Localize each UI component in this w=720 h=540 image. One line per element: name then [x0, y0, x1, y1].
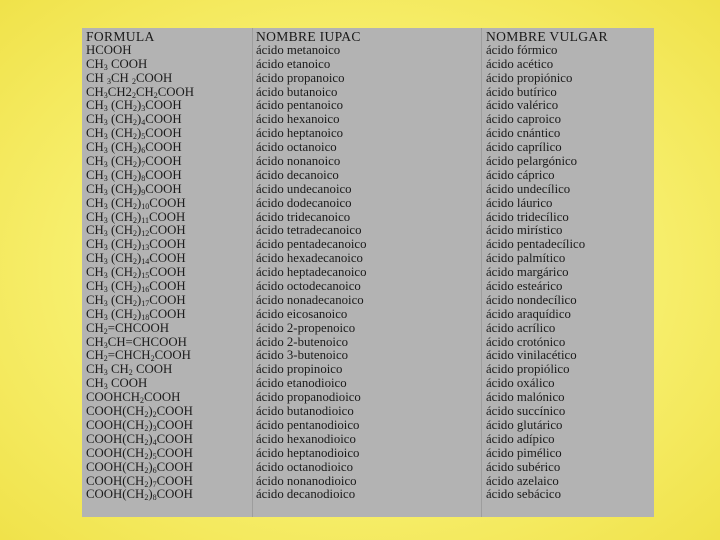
common-name-cell: ácido pentadecílico: [486, 237, 586, 252]
formula-cell: $CH_3$ $(CH_2)_{15}COOH$: [86, 265, 186, 281]
table-row: [82, 280, 654, 294]
iupac-name-cell: ácido propinoico: [256, 362, 343, 377]
common-name-cell: ácido succínico: [486, 404, 566, 419]
formula-cell: $CH_3$ $(CH_2)_9COOH$: [86, 181, 182, 197]
common-name-cell: ácido caprílico: [486, 140, 562, 155]
iupac-name-cell: ácido octodecanoico: [256, 279, 361, 294]
table-row: [82, 363, 654, 377]
common-name-cell: ácido fórmico: [486, 42, 558, 57]
formula-cell: CH $_3$CH $_2$COOH: [86, 70, 173, 86]
iupac-name-cell: ácido decanodioico: [256, 487, 356, 502]
table-header: [82, 30, 654, 44]
iupac-name-cell: ácido nonanodioico: [256, 473, 357, 488]
iupac-name-cell: ácido nonanoico: [256, 154, 341, 169]
iupac-name-cell: ácido 3-butenoico: [256, 348, 349, 363]
table-row: [82, 433, 654, 447]
formula-cell: $COOH(CH_2)_5COOH$: [86, 445, 193, 461]
iupac-name-cell: ácido hexadecanoico: [256, 251, 363, 266]
formula-cell: $COOH(CH_2)_2COOH$: [86, 404, 193, 420]
formula-cell: $CH_3$ $(CH_2)_6COOH$: [86, 140, 182, 156]
common-name-cell: ácido adípico: [486, 431, 555, 446]
table-row: [82, 266, 654, 280]
common-name-cell: ácido propiónico: [486, 70, 573, 85]
formula-cell: $CH_3$ COOH: [86, 376, 148, 392]
common-name-cell: ácido margárico: [486, 265, 569, 280]
iupac-name-cell: ácido pentadecanoico: [256, 237, 367, 252]
formula-cell: $CH_3$ $(CH_2)_7COOH$: [86, 154, 182, 170]
acid-table-panel: [82, 28, 654, 517]
iupac-name-cell: ácido hexanoico: [256, 112, 340, 127]
formula-cell: $CH_3$ $(CH_2)_{14}COOH$: [86, 251, 186, 267]
table-row: [82, 336, 654, 350]
table-row: [82, 322, 654, 336]
table-row: [82, 488, 654, 502]
iupac-name-cell: ácido metanoico: [256, 42, 341, 57]
common-name-cell: ácido cnántico: [486, 126, 561, 141]
formula-cell: $CH_3$ $(CH_2)_{18}COOH$: [86, 306, 186, 322]
header-formula: FORMULA: [86, 29, 155, 44]
formula-cell: $CH_3$ $(CH_2)_8COOH$: [86, 167, 182, 183]
formula-cell: $CH_3$ COOH: [86, 56, 148, 72]
common-name-cell: ácido propiólico: [486, 362, 570, 377]
iupac-name-cell: ácido 2-butenoico: [256, 334, 349, 349]
table-row: [82, 224, 654, 238]
common-name-cell: ácido pelargónico: [486, 154, 578, 169]
table-row: [82, 475, 654, 489]
formula-cell: $CH_3$ $(CH_2)_{16}COOH$: [86, 279, 186, 295]
formula-cell: $CH_3CH2_2CH_2COOH$: [86, 84, 195, 100]
formula-cell: $CH_3$ $(CH_2)_{17}COOH$: [86, 292, 186, 308]
table-row: [82, 44, 654, 58]
table-row: [82, 377, 654, 391]
table-row: [82, 197, 654, 211]
table-row: [82, 447, 654, 461]
iupac-name-cell: ácido butanodioico: [256, 404, 354, 419]
common-name-cell: ácido undecílico: [486, 181, 571, 196]
common-name-cell: ácido esteárico: [486, 279, 563, 294]
common-name-cell: ácido nondecílico: [486, 292, 577, 307]
formula-cell: $CH_3$ $(CH_2)_{11}COOH$: [86, 209, 186, 225]
iupac-name-cell: ácido octanodioico: [256, 459, 354, 474]
formula-cell: HCOOH: [86, 42, 132, 57]
table-row: [82, 99, 654, 113]
iupac-name-cell: ácido propanoico: [256, 70, 345, 85]
formula-cell: $CH_3$ $(CH_2)_3COOH$: [86, 98, 182, 114]
table-row: [82, 141, 654, 155]
common-name-cell: ácido butírico: [486, 84, 557, 99]
common-name-cell: ácido mirístico: [486, 223, 563, 238]
iupac-name-cell: ácido heptanoico: [256, 126, 344, 141]
table-row: [82, 294, 654, 308]
table-row: [82, 86, 654, 100]
iupac-name-cell: ácido heptadecanoico: [256, 265, 367, 280]
common-name-cell: ácido crotónico: [486, 334, 566, 349]
common-name-cell: ácido subérico: [486, 459, 561, 474]
iupac-name-cell: ácido heptanodioico: [256, 445, 360, 460]
table-body: [82, 44, 654, 502]
common-name-cell: ácido glutárico: [486, 417, 563, 432]
table-row: [82, 72, 654, 86]
header-iupac-name: NOMBRE IUPAC: [256, 29, 361, 44]
common-name-cell: ácido azelaico: [486, 473, 559, 488]
formula-cell: $COOH(CH_2)_4COOH$: [86, 431, 193, 447]
iupac-name-cell: ácido 2-propenoico: [256, 320, 356, 335]
iupac-name-cell: ácido decanoico: [256, 167, 339, 182]
iupac-name-cell: ácido octanoico: [256, 140, 337, 155]
table-row: [82, 58, 654, 72]
iupac-name-cell: ácido dodecanoico: [256, 195, 352, 210]
formula-cell: $CH_3$ $(CH_2)_4COOH$: [86, 112, 182, 128]
acid-table: [82, 30, 654, 502]
common-name-cell: ácido acrílico: [486, 320, 556, 335]
common-name-cell: ácido araquídico: [486, 306, 571, 321]
table-row: [82, 405, 654, 419]
iupac-name-cell: ácido eicosanoico: [256, 306, 348, 321]
iupac-name-cell: ácido hexanodioico: [256, 431, 356, 446]
table-row: [82, 419, 654, 433]
formula-cell: $CH_3$ $(CH_2)_{10}COOH$: [86, 195, 186, 211]
iupac-name-cell: ácido etanoico: [256, 56, 331, 71]
table-row: [82, 127, 654, 141]
formula-cell: $CH_2=CHCOOH$: [86, 320, 170, 336]
formula-cell: $COOHCH_2COOH$: [86, 390, 181, 406]
formula-cell: $CH_3$ $(CH_2)_5COOH$: [86, 126, 182, 142]
table-row: [82, 308, 654, 322]
common-name-cell: ácido láurico: [486, 195, 553, 210]
iupac-name-cell: ácido nonadecanoico: [256, 292, 364, 307]
common-name-cell: ácido acético: [486, 56, 554, 71]
table-row: [82, 461, 654, 475]
header-common-name: NOMBRE VULGAR: [486, 29, 608, 44]
table-row: [82, 211, 654, 225]
common-name-cell: ácido vinilacético: [486, 348, 577, 363]
table-row: [82, 238, 654, 252]
table-row: [82, 113, 654, 127]
common-name-cell: ácido palmítico: [486, 251, 566, 266]
table-row: [82, 183, 654, 197]
common-name-cell: ácido pimélico: [486, 445, 562, 460]
formula-cell: $COOH(CH_2)_3COOH$: [86, 417, 193, 433]
formula-cell: $COOH(CH_2)_8COOH$: [86, 487, 193, 503]
table-row: [82, 155, 654, 169]
formula-cell: $COOH(CH_2)_7COOH$: [86, 473, 193, 489]
common-name-cell: ácido malónico: [486, 390, 565, 405]
formula-cell: $CH_3$ $(CH_2)_{13}COOH$: [86, 237, 186, 253]
iupac-name-cell: ácido pentanoico: [256, 98, 344, 113]
common-name-cell: ácido valérico: [486, 98, 559, 113]
iupac-name-cell: ácido tridecanoico: [256, 209, 351, 224]
table-row: [82, 169, 654, 183]
table-row: [82, 391, 654, 405]
formula-cell: $CH_3$ $(CH_2)_{12}COOH$: [86, 223, 186, 239]
formula-cell: $COOH(CH_2)_6COOH$: [86, 459, 193, 475]
table-row: [82, 252, 654, 266]
formula-cell: $CH_2=CHCH_2COOH$: [86, 348, 191, 364]
common-name-cell: ácido oxálico: [486, 376, 555, 391]
common-name-cell: ácido sebácico: [486, 487, 561, 502]
common-name-cell: ácido cáprico: [486, 167, 555, 182]
common-name-cell: ácido tridecílico: [486, 209, 569, 224]
common-name-cell: ácido caproico: [486, 112, 561, 127]
iupac-name-cell: ácido butanoico: [256, 84, 338, 99]
iupac-name-cell: ácido undecanoico: [256, 181, 352, 196]
formula-cell: $CH_3CH=CHCOOH$: [86, 334, 187, 350]
iupac-name-cell: ácido tetradecanoico: [256, 223, 362, 238]
formula-cell: $CH_3$ $CH_2$ COOH: [86, 362, 173, 378]
iupac-name-cell: ácido pentanodioico: [256, 417, 360, 432]
iupac-name-cell: ácido etanodioico: [256, 376, 347, 391]
table-row: [82, 349, 654, 363]
iupac-name-cell: ácido propanodioico: [256, 390, 361, 405]
